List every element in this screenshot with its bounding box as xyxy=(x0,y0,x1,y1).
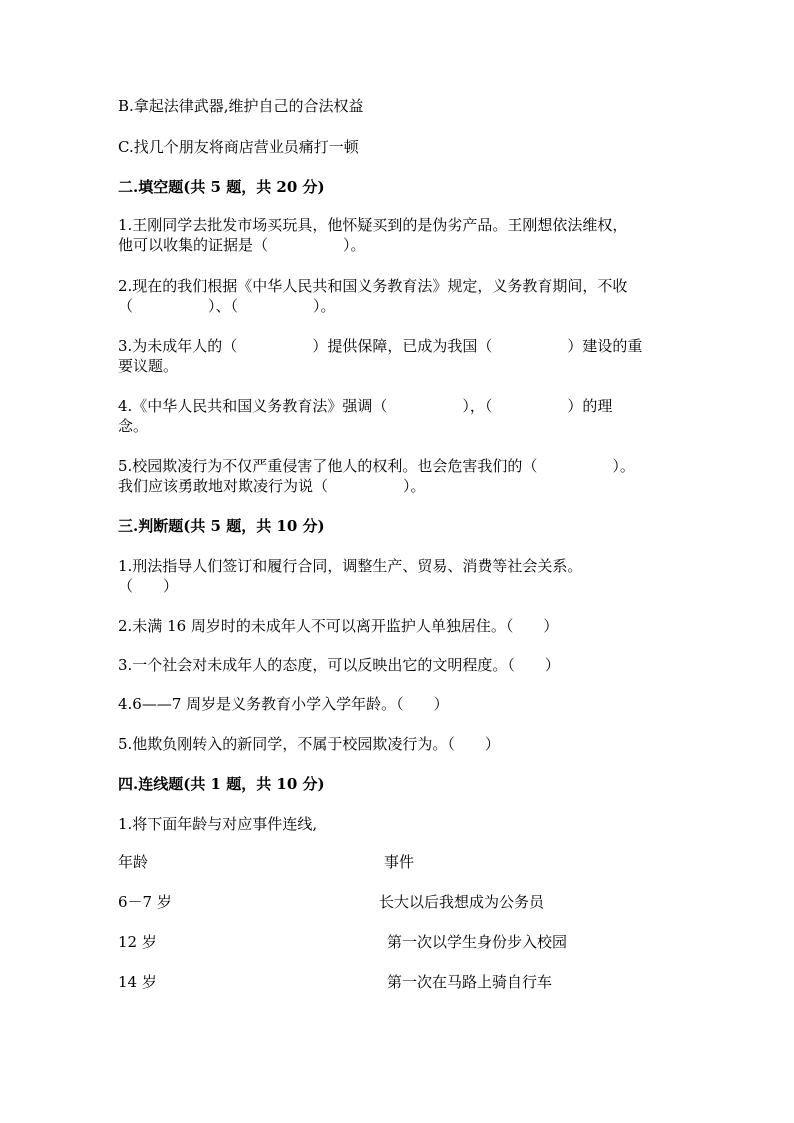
tf-q1-line1: 1.刑法指导人们签订和履行合同，调整生产、贸易、消费等社会关系。 xyxy=(118,557,583,575)
option-b: B.拿起法律武器,维护自己的合法权益 xyxy=(118,97,364,115)
match-header-event: 事件 xyxy=(384,853,415,871)
fill-q1-line2: 他可以收集的证据是（ ）。 xyxy=(118,236,366,254)
tf-q2: 2.未满 16 周岁时的未成年人不可以离开监护人单独居住。（ ） xyxy=(118,617,559,635)
tf-q3: 3.一个社会对未成年人的态度，可以反映出它的文明程度。（ ） xyxy=(118,656,560,674)
fill-q3-line1: 3.为未成年人的（ ）提供保障，已成为我国（ ）建设的重 xyxy=(118,337,643,355)
fill-q5-line1: 5.校园欺凌行为不仅严重侵害了他人的权利。也会危害我们的（ ）。 xyxy=(118,457,635,475)
section-heading-true-false: 三.判断题(共 5 题，共 10 分) xyxy=(118,517,325,535)
match-q1: 1.将下面年龄与对应事件连线, xyxy=(118,815,318,833)
match-event-2: 第一次以学生身份步入校园 xyxy=(387,933,568,951)
fill-q4-line2: 念。 xyxy=(118,417,149,435)
fill-q2-line2: （ ）、（ ）。 xyxy=(118,297,336,315)
tf-q4: 4.6——7 周岁是义务教育小学入学年龄。（ ） xyxy=(118,695,449,713)
section-heading-matching: 四.连线题(共 1 题，共 10 分) xyxy=(118,775,325,793)
match-age-3: 14 岁 xyxy=(118,973,157,991)
tf-q5: 5.他欺负刚转入的新同学，不属于校园欺凌行为。（ ） xyxy=(118,735,500,753)
match-header-age: 年龄 xyxy=(118,853,149,871)
match-event-3: 第一次在马路上骑自行车 xyxy=(387,973,553,991)
tf-q1-line2: （ ） xyxy=(118,577,179,595)
option-c: C.找几个朋友将商店营业员痛打一顿 xyxy=(118,138,359,156)
section-heading-fill-blank: 二.填空题(共 5 题，共 20 分) xyxy=(118,178,325,196)
fill-q3-line2: 要议题。 xyxy=(118,357,179,375)
fill-q4-line1: 4.《中华人民共和国义务教育法》强调（ ），（ ）的理 xyxy=(118,397,613,415)
fill-q5-line2: 我们应该勇敢地对欺凌行为说（ ）。 xyxy=(118,477,426,495)
match-age-2: 12 岁 xyxy=(118,933,157,951)
fill-q1-line1: 1.王刚同学去批发市场买玩具，他怀疑买到的是伪劣产品。王刚想依法维权， xyxy=(118,216,628,234)
match-age-1: 6－7 岁 xyxy=(118,893,172,911)
match-event-1: 长大以后我想成为公务员 xyxy=(379,893,545,911)
fill-q2-line1: 2.现在的我们根据《中华人民共和国义务教育法》规定，义务教育期间，不收 xyxy=(118,277,628,295)
